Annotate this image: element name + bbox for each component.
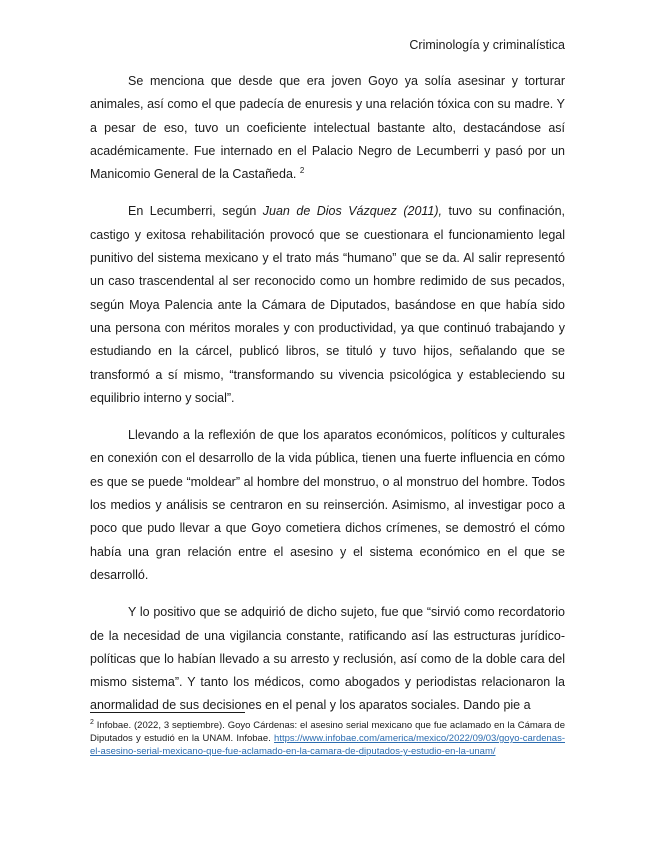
- citation: Juan de Dios Vázquez (2011),: [262, 204, 443, 219]
- paragraph-4: Y lo positivo que se adquirió de dicho sujeto, fue que “sirvió como recordatorio de la necesidad de una vigilancia constante, ratificando así las estructuras jurídico-políticas que lo habían llevado a su arresto y reclusión, así como de la doble cara del mismo sistema”. Y tanto los médicos, como abogados y periodistas relacionaron la anormalidad de sus decisiones en el penal y los aparatos sociales. Dando pie a: [90, 605, 565, 713]
- paragraph-2-after: tuvo su confinación, castigo y exitosa rehabilitación provocó que se cuestionara el funcionamiento legal punitivo del sistema mexicano y el trato más “humano” que se da. Al salir representó un caso trascendental al ser reconocido como un hombre redimido de sus pecados, según Moya Palencia ante la Cámara de Diputados, basándose en que había sido una persona con méritos morales y con productividad, ya que continuó trabajando y estudiando en la cárcel, publicó libros, se tituló y tuvo hijos, señalando que se transformó a sí mismo, “transformando su vivencia psicológica y estableciendo su equilibrio interno y social”.: [90, 204, 565, 405]
- paragraph-3: Llevando a la reflexión de que los aparatos económicos, políticos y culturales en conexión con el desarrollo de la vida pública, tienen una fuerte influencia en cómo es que se puede “moldear” al hombre del monstruo, o al monstruo del hombre. Todos los medios y análisis se centraron en su reinserción. Asimismo, al investigar poco a poco que pudo llevar a que Goyo cometiera dichos crímenes, se demostró el cómo había una gran relación entre el asesino y el sistema económico en el que se desarrolló.: [90, 428, 565, 582]
- main-text: [90, 70, 565, 718]
- footnote-reference[interactable]: 2: [299, 166, 305, 176]
- paragraph-1-text: Se menciona que desde que era joven Goyo ya solía asesinar y torturar animales, así como el que padecía de enuresis y una relación tóxica con su madre. Y a pesar de eso, tuvo un coeficiente intelectual bastante alto, destacándose así académicamente. Fue internado en el Palacio Negro de Lecumberri y pasó por un Manicomio General de la Castañeda.: [90, 74, 565, 182]
- footnote-divider: [90, 712, 245, 713]
- footnote: [90, 719, 565, 758]
- footnote-number: 2: [90, 718, 94, 726]
- paragraph-1: [90, 70, 565, 186]
- paragraph-2-before: En Lecumberri, según: [128, 204, 263, 219]
- footnote-link[interactable]: https://www.infobae.com/america/mexico/2022/09/03/goyo-cardenas-el-asesino-serial-mexicano-que-fue-aclamado-en-la-camara-de-diputados-y-estudio-en-la-unam/: [90, 733, 565, 757]
- page-header-title: Criminología y criminalística: [409, 38, 565, 52]
- footnote-text: Infobae. (2022, 3 septiembre). Goyo Cárdenas: el asesino serial mexicano que fue aclamado en la Cámara de Diputados y estudió en la UNAM. Infobae.: [90, 720, 565, 744]
- paragraph-2: [90, 200, 565, 410]
